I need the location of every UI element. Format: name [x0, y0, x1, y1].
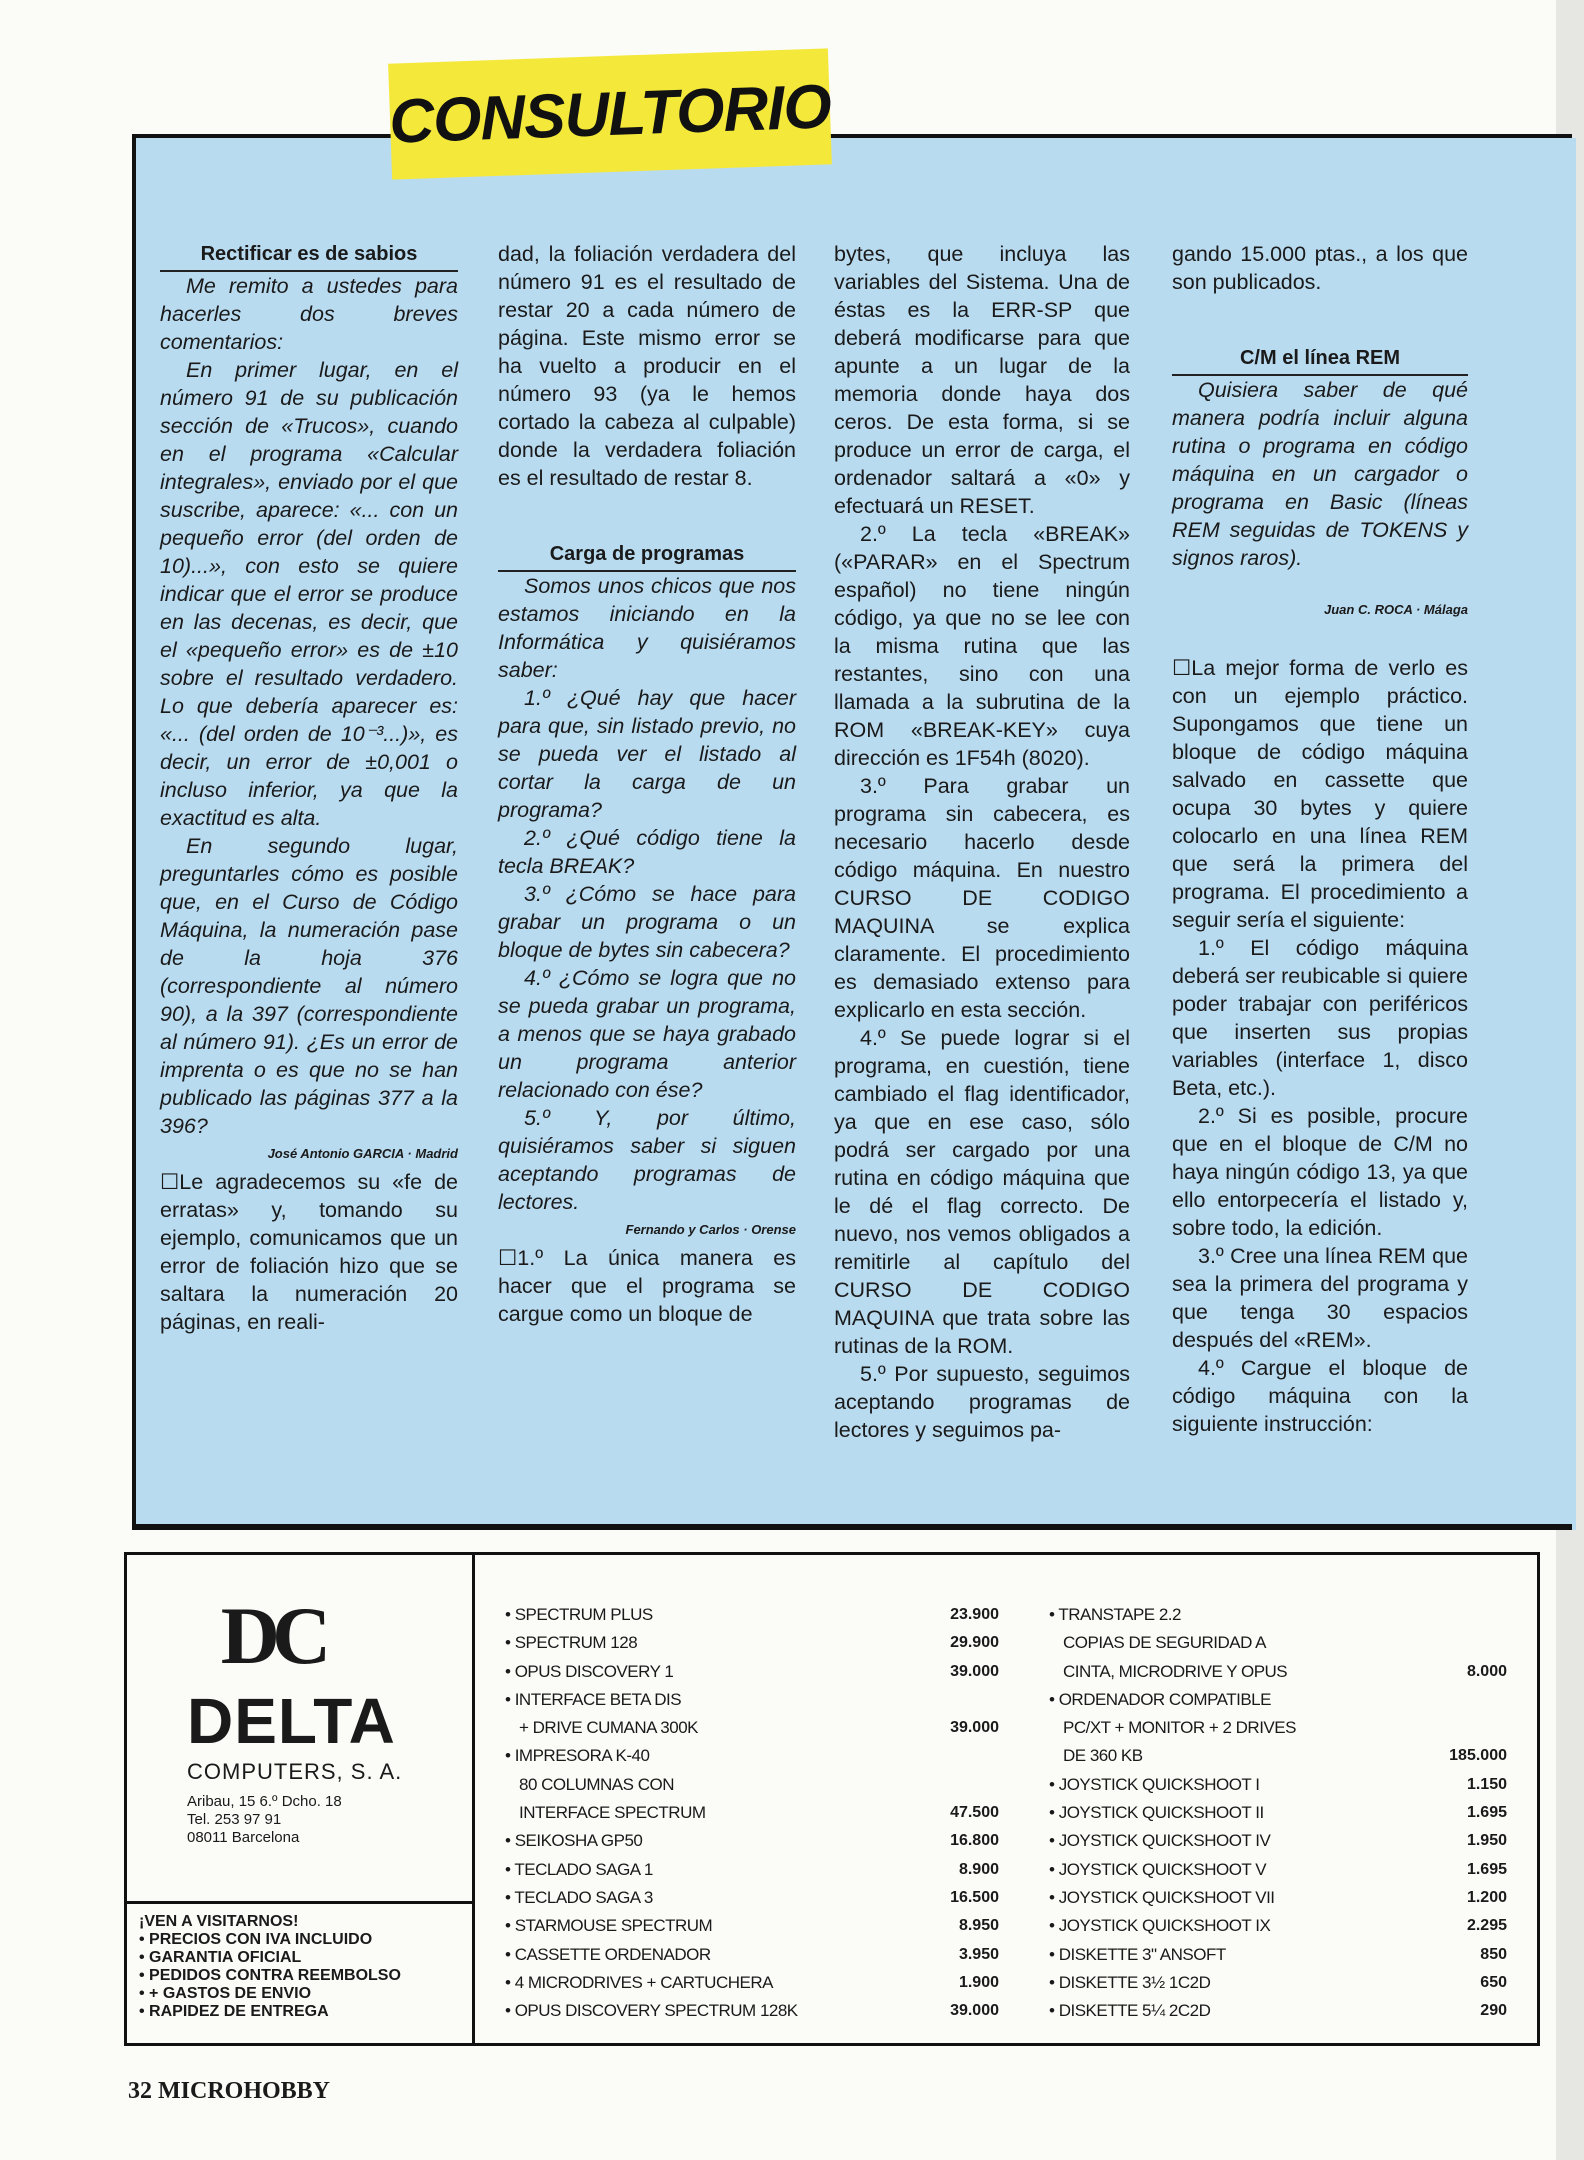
price-row — [1049, 1629, 1507, 1657]
product-name: 80 COLUMNAS CON — [519, 1774, 674, 1794]
price-row — [1049, 1827, 1507, 1855]
page-footer — [128, 2078, 330, 2105]
price-row — [505, 1629, 999, 1657]
answer-paragraph: 2.º Si es posible, procure que en el bloque de C/M no haya ningún código 13, ya que ello entorpecería el listado y, sobre todo, la edición. — [1172, 1104, 1468, 1240]
letter-paragraph: En segundo lugar, preguntarles cómo es posible que, en el Curso de Código Máquina, la numeración pase de la hoja 376 (correspondiente al número 90), a la 397 (correspondiente al número 91). ¿Es un error de imprenta o es que no se han publicado las páginas 377 a la 396? — [160, 834, 458, 1138]
section-title-box — [388, 48, 832, 179]
product-price: 2.295 — [1466, 1917, 1507, 1935]
product-price: 1.950 — [1466, 1832, 1507, 1850]
visit-item: • + GASTOS DE ENVIO — [139, 1985, 469, 2003]
product-name: • TECLADO SAGA 1 — [505, 1856, 929, 1884]
product-name: COPIAS DE SEGURIDAD A — [1063, 1633, 1266, 1653]
letter-signature: José Antonio GARCIA · Madrid — [267, 1146, 458, 1161]
visit-info — [139, 1913, 469, 2021]
product-price: 29.900 — [950, 1634, 999, 1652]
product-name: • DISKETTE 3" ANSOFT — [1049, 1941, 1437, 1969]
answer-paragraph: 2.º La tecla «BREAK» («PARAR» en el Spectrum español) no tiene ningún código, ya que no se lee con la misma rutina que las restantes, sino con una llamada a la subrutina de la ROM «BREAK-KEY» cuya dirección es 1F54h (8020). — [834, 522, 1130, 770]
product-name: • DISKETTE 3½ 1C2D — [1049, 1969, 1437, 1997]
product-name: • JOYSTICK QUICKSHOOT IV — [1049, 1827, 1437, 1855]
visit-item: • PEDIDOS CONTRA REEMBOLSO — [139, 1967, 469, 1985]
price-row — [1049, 1941, 1507, 1969]
answer-paragraph: 1.º El código máquina deberá ser reubicable si quiere poder trabajar con periféricos que inserten sus propias variables (interface 1, disco Beta, etc.). — [1172, 936, 1468, 1100]
product-price — [1437, 1601, 1507, 1629]
price-row — [1049, 1658, 1507, 1686]
price-row — [1049, 1969, 1507, 1997]
price-row — [1049, 1799, 1507, 1827]
letter-signature: Fernando y Carlos · Orense — [625, 1222, 796, 1237]
letter-paragraph: 4.º ¿Cómo se logra que no se pueda grabar un programa, a menos que se haya grabado un programa anterior relacionado con ése? — [498, 966, 796, 1102]
price-row — [505, 1941, 999, 1969]
product-price: 47.500 — [950, 1804, 999, 1822]
product-price: 16.800 — [950, 1832, 999, 1850]
product-price: 1.150 — [1466, 1775, 1507, 1793]
product-price: 850 — [1480, 1945, 1507, 1963]
product-price — [1437, 1714, 1507, 1742]
price-row — [505, 1601, 999, 1629]
answer-paragraph: 5.º Por supuesto, seguimos aceptando programas de lectores y seguimos pa- — [834, 1362, 1130, 1442]
product-name: • OPUS DISCOVERY 1 — [505, 1658, 929, 1686]
product-price: 1.695 — [1466, 1860, 1507, 1878]
price-row — [505, 1742, 999, 1770]
page-number: 32 — [128, 2078, 152, 2104]
product-price: 16.500 — [950, 1888, 999, 1906]
product-price: 3.950 — [958, 1945, 999, 1963]
letter-paragraph: 3.º ¿Cómo se hace para grabar un programa o un bloque de bytes sin cabecera? — [498, 882, 796, 962]
product-price: 290 — [1480, 2002, 1507, 2020]
product-price — [1437, 1686, 1507, 1714]
product-name: • JOYSTICK QUICKSHOOT I — [1049, 1771, 1437, 1799]
visit-item: • GARANTIA OFICIAL — [139, 1949, 469, 1967]
price-row — [505, 1686, 999, 1714]
product-price: 39.000 — [950, 1662, 999, 1680]
letter-paragraph: Quisiera saber de qué manera podría incluir alguna rutina o programa en código máquina en un cargador o programa en Basic (líneas REM seguidas de TOKENS y signos raros). — [1172, 378, 1468, 570]
product-price: 8.000 — [1466, 1662, 1507, 1680]
ad-divider — [472, 1555, 475, 2043]
product-price: 39.000 — [950, 2002, 999, 2020]
delta-advertisement — [124, 1552, 1540, 2046]
product-name: DE 360 KB — [1063, 1746, 1143, 1766]
column-2 — [498, 240, 796, 1328]
answer-paragraph: 4.º Se puede lograr si el programa, en cuestión, tiene cambiado el flag identificador, ya que en ese caso, sólo podrá ser cargado por una rutina en código máquina que le dé el flag correcto. De nuevo, nos vemos obligados a remitirle al capítulo del CURSO DE CODIGO MAQUINA que trata sobre las rutinas de la ROM. — [834, 1026, 1130, 1358]
product-price: 39.000 — [950, 1719, 999, 1737]
answer-box-icon: ☐ — [1172, 656, 1192, 680]
brand-name: DELTA — [187, 1685, 396, 1757]
price-row — [1049, 1884, 1507, 1912]
price-list-left — [505, 1601, 999, 2025]
price-row — [505, 1799, 999, 1827]
visit-item: • RAPIDEZ DE ENTREGA — [139, 2003, 469, 2021]
letter-paragraph: Somos unos chicos que nos estamos iniciando en la Informática y quisiéramos saber: — [498, 574, 796, 682]
price-row — [1049, 1714, 1507, 1742]
product-name: • INTERFACE BETA DIS — [505, 1686, 929, 1714]
product-name: INTERFACE SPECTRUM — [519, 1803, 706, 1823]
product-name: PC/XT + MONITOR + 2 DRIVES — [1063, 1718, 1296, 1738]
product-price — [929, 1742, 999, 1770]
company-address: Aribau, 15 6.º Dcho. 18 Tel. 253 97 91 08011 Barcelona — [187, 1793, 342, 1846]
product-name: • JOYSTICK QUICKSHOOT VII — [1049, 1884, 1437, 1912]
letter-signature: Juan C. ROCA · Málaga — [1324, 602, 1468, 617]
product-price — [929, 1686, 999, 1714]
company-name: COMPUTERS, S. A. — [187, 1759, 403, 1784]
price-row — [1049, 1742, 1507, 1770]
price-row — [505, 1856, 999, 1884]
product-name: • STARMOUSE SPECTRUM — [505, 1912, 929, 1940]
letter-paragraph: 1.º ¿Qué hay que hacer para que, sin listado previo, no se pueda ver el listado al cortar la carga de un programa? — [498, 686, 796, 822]
delta-logo — [187, 1590, 427, 1847]
letter-paragraph: 2.º ¿Qué código tiene la tecla BREAK? — [498, 826, 796, 878]
product-price: 1.695 — [1466, 1804, 1507, 1822]
product-name: • DISKETTE 5¼ 2C2D — [1049, 1997, 1437, 2025]
product-name: • CASSETTE ORDENADOR — [505, 1941, 929, 1969]
delta-logo-icon: DC — [220, 1590, 324, 1681]
product-price: 1.900 — [958, 1973, 999, 1991]
price-row — [1049, 1601, 1507, 1629]
product-name: CINTA, MICRODRIVE Y OPUS — [1063, 1661, 1288, 1681]
column-3 — [834, 240, 1130, 1444]
product-name: • JOYSTICK QUICKSHOOT II — [1049, 1799, 1437, 1827]
header-rule — [132, 134, 1572, 138]
price-row — [505, 1997, 999, 2025]
product-name: • TECLADO SAGA 3 — [505, 1884, 929, 1912]
product-name: • SPECTRUM PLUS — [505, 1601, 929, 1629]
visit-list — [139, 1931, 469, 2021]
product-price: 8.950 — [958, 1917, 999, 1935]
answer-paragraph: 4.º Cargue el bloque de código máquina con la siguiente instrucción: — [1172, 1356, 1468, 1436]
price-row — [1049, 1856, 1507, 1884]
product-name: • OPUS DISCOVERY SPECTRUM 128K — [505, 1997, 929, 2025]
price-row — [505, 1658, 999, 1686]
answer-paragraph: ☐Le agradecemos su «fe de erratas» y, tomando su ejemplo, comunicamos que un error de foliación hizo que se saltara la numeración 20 páginas, en reali- — [160, 1170, 458, 1334]
product-name: • IMPRESORA K-40 — [505, 1742, 929, 1770]
price-row — [505, 1827, 999, 1855]
visit-item: • PRECIOS CON IVA INCLUIDO — [139, 1931, 469, 1949]
letter-paragraph: 5.º Y, por último, quisiéramos saber si siguen aceptando programas de lectores. — [498, 1106, 796, 1214]
answer-paragraph: gando 15.000 ptas., a los que son publicados. — [1172, 242, 1468, 294]
product-name: • ORDENADOR COMPATIBLE — [1049, 1686, 1437, 1714]
price-row — [505, 1714, 999, 1742]
price-row — [1049, 1997, 1507, 2025]
answer-box-icon: ☐ — [160, 1170, 180, 1194]
heading-carga: Carga de programas — [498, 540, 796, 572]
product-price: 1.200 — [1466, 1888, 1507, 1906]
product-name: + DRIVE CUMANA 300K — [519, 1718, 698, 1738]
product-name: • JOYSTICK QUICKSHOOT V — [1049, 1856, 1437, 1884]
product-price: 8.900 — [958, 1860, 999, 1878]
answer-paragraph: 3.º Para grabar un programa sin cabecera, es necesario hacerlo desde código máquina. En nuestro CURSO DE CODIGO MAQUINA se explica claramente. El procedimiento es demasiado extenso para explicarlo en esta sección. — [834, 774, 1130, 1022]
column-4 — [1172, 240, 1468, 1438]
product-name: • TRANSTAPE 2.2 — [1049, 1601, 1437, 1629]
heading-cm-rem: C/M el línea REM — [1172, 344, 1468, 376]
answer-paragraph: ☐1.º La única manera es hacer que el programa se cargue como un bloque de — [498, 1246, 796, 1326]
ad-divider — [127, 1901, 472, 1904]
price-row — [505, 1771, 999, 1799]
product-name: • 4 MICRODRIVES + CARTUCHERA — [505, 1969, 929, 1997]
column-1 — [160, 240, 458, 1336]
panel-bottom-rule — [132, 1524, 1572, 1530]
price-list-right — [1049, 1601, 1507, 2025]
section-title: CONSULTORIO — [388, 71, 832, 157]
letter-paragraph: En primer lugar, en el número 91 de su publicación sección de «Trucos», cuando en el programa «Calcular integrales», enviado por el que suscribe, aparece: «... con un pequeño error (del orden de 10)...», con esto se quiere indicar que el error se produce en las decenas, es decir, que el «pequeño error» es de ±10 sobre el resultado verdadero. Lo que debería aparecer es: «... (del orden de 10⁻³...)», es decir, un error de ±0,001 o incluso inferior, ya que la exactitud es alta. — [160, 358, 458, 830]
product-price — [929, 1771, 999, 1799]
product-price: 23.900 — [950, 1606, 999, 1623]
answer-paragraph: bytes, que incluya las variables del Sistema. Una de éstas es la ERR-SP que deberá modificarse para que apunte a un lugar de la memoria donde haya dos ceros. De esta forma, si se produce un error de carga, el ordenador saltará a «0» y efectuará un RESET. — [834, 242, 1130, 518]
price-row — [505, 1969, 999, 1997]
price-row — [505, 1912, 999, 1940]
price-row — [1049, 1686, 1507, 1714]
heading-rectificar: Rectificar es de sabios — [160, 240, 458, 272]
product-price: 185.000 — [1449, 1747, 1507, 1765]
answer-paragraph: dad, la foliación verdadera del número 91 es el resultado de restar 20 a cada número de página. Este mismo error se ha vuelto a producir en el número 93 (ya le hemos cortado la cabeza al culpable) donde la verdadera foliación es el resultado de restar 8. — [498, 242, 796, 490]
magazine-name: MICROHOBBY — [158, 2078, 331, 2104]
product-name: • SEIKOSHA GP50 — [505, 1827, 929, 1855]
answer-paragraph: ☐La mejor forma de verlo es con un ejemplo práctico. Supongamos que tiene un bloque de código máquina salvado en cassette que ocupa 30 bytes y quiere colocarlo en una línea REM que será la primera del programa. El procedimiento a seguir sería el siguiente: — [1172, 656, 1468, 932]
product-price — [1437, 1629, 1507, 1657]
price-row — [1049, 1771, 1507, 1799]
answer-box-icon: ☐ — [498, 1246, 518, 1270]
product-price: 650 — [1480, 1973, 1507, 1991]
answer-paragraph: 3.º Cree una línea REM que sea la primera del programa y que tenga 30 espacios después del «REM». — [1172, 1244, 1468, 1352]
letter-paragraph: Me remito a ustedes para hacerles dos breves comentarios: — [160, 274, 458, 354]
product-name: • JOYSTICK QUICKSHOOT IX — [1049, 1912, 1437, 1940]
visit-title: ¡VEN A VISITARNOS! — [139, 1913, 299, 1930]
price-row — [505, 1884, 999, 1912]
product-name: • SPECTRUM 128 — [505, 1629, 929, 1657]
price-row — [1049, 1912, 1507, 1940]
